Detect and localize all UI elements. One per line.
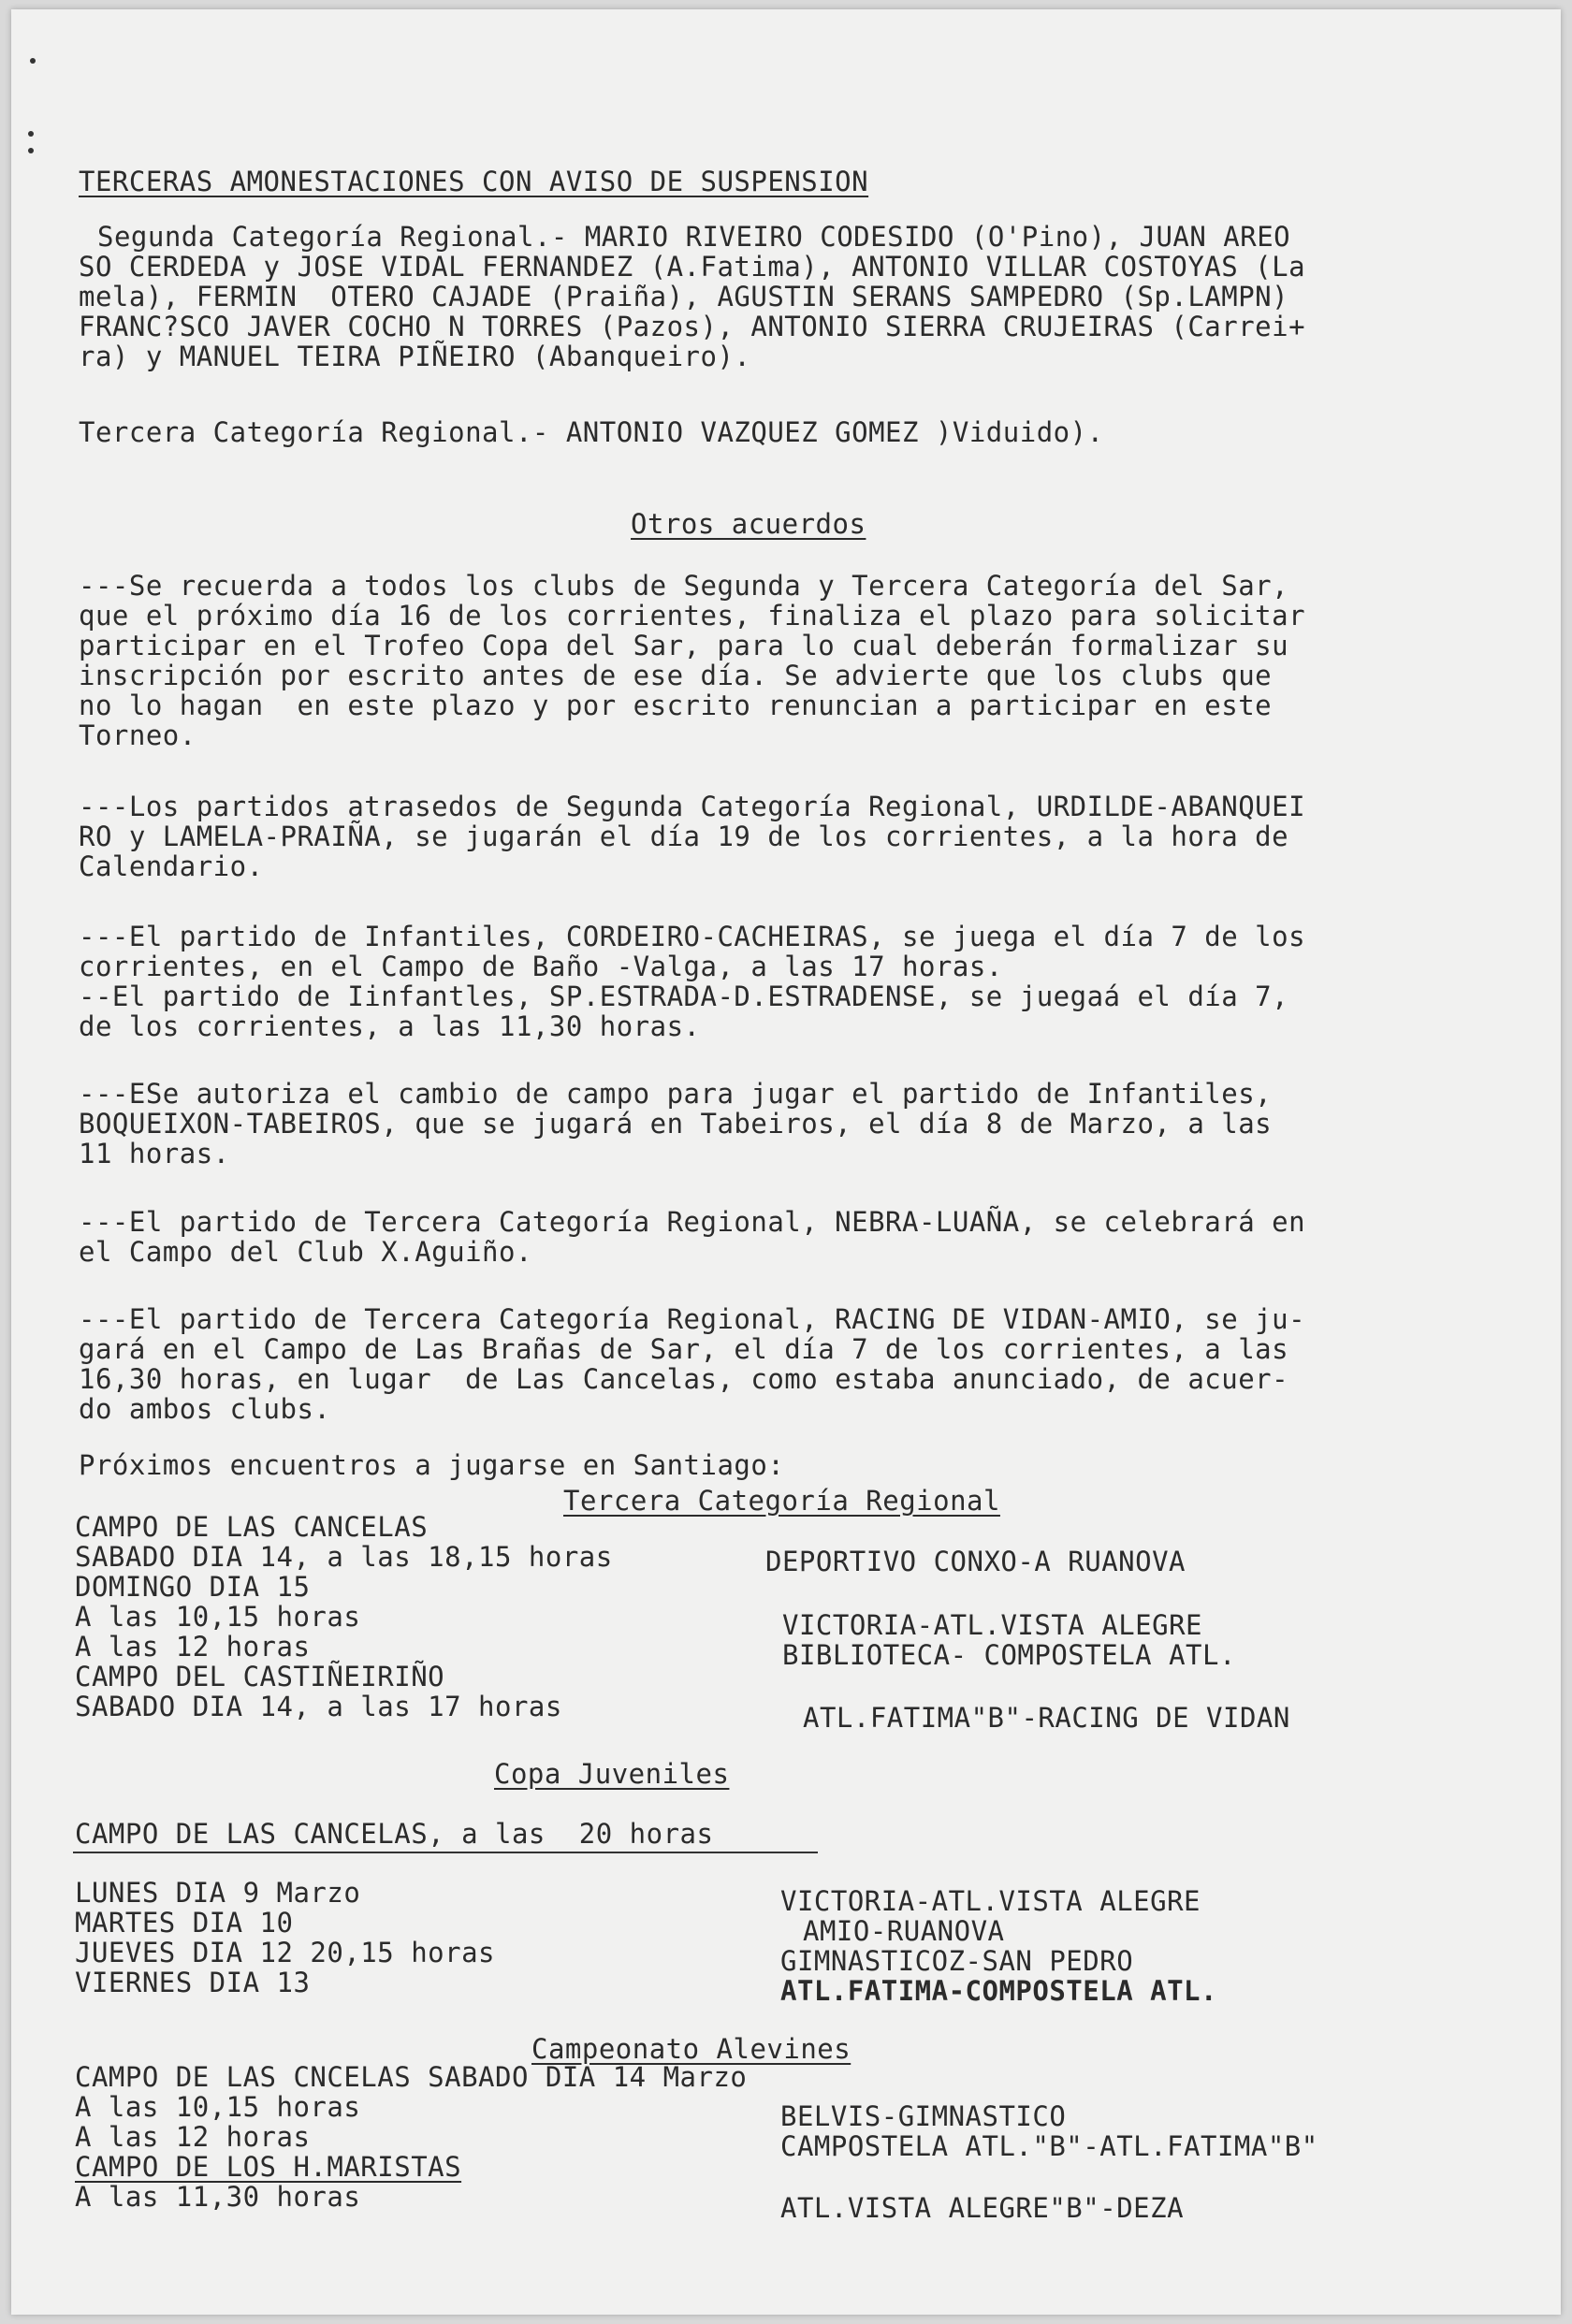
alevines-right-line: CAMPOSTELA ATL."B"-ATL.FATIMA"B": [780, 2130, 1318, 2162]
copa-left-line: MARTES DIA 10: [75, 1907, 294, 1939]
copa-left-line: LUNES DIA 9 Marzo: [75, 1877, 361, 1909]
paragraph-line: RO y LAMELA-PRAIÑA, se jugarán el día 19 de los corrientes, a la hora de: [79, 821, 1289, 852]
paragraph-line: participar en el Trofeo Copa del Sar, para lo cual deberán formalizar su: [79, 630, 1289, 661]
document-page: [11, 9, 1561, 2315]
otros-heading: Otros acuerdos: [631, 508, 866, 540]
alevines-left-line: CAMPO DE LAS CNCELAS SABADO DIA 14 Marzo: [75, 2061, 748, 2093]
paragraph-line: ---El partido de Tercera Categoría Regional, NEBRA-LUAÑA, se celebrará en: [79, 1206, 1306, 1238]
paragraph-line: el Campo del Club X.Aguiño.: [79, 1236, 532, 1268]
paragraph-line: ---ESe autoriza el cambio de campo para jugar el partido de Infantiles,: [79, 1078, 1273, 1110]
segunda-line: FRANC?SCO JAVER COCHO N TORRES (Pazos), ANTONIO SIERRA CRUJEIRAS (Carrei+: [79, 311, 1306, 342]
paragraph-line: --El partido de Iinfantles, SP.ESTRADA-D.ESTRADENSE, se juegaá el día 7,: [79, 980, 1289, 1012]
tercera-line: Tercera Categoría Regional.- ANTONIO VAZQUEZ GOMEZ )Viduido).: [79, 416, 1104, 448]
paragraph-line: Torneo.: [79, 719, 196, 751]
alevines-left-line: CAMPO DE LOS H.MARISTAS: [75, 2151, 462, 2183]
paragraph-line: BOQUEIXON-TABEIROS, que se jugará en Tabeiros, el día 8 de Marzo, a las: [79, 1108, 1273, 1140]
schedule-left-line: SABADO DIA 14, a las 17 horas: [75, 1691, 562, 1722]
paragraph-line: ---Se recuerda a todos los clubs de Segunda y Tercera Categoría del Sar,: [79, 570, 1289, 602]
schedule-left-line: CAMPO DE LAS CANCELAS: [75, 1511, 429, 1543]
paragraph-line: no lo hagan en este plazo y por escrito renuncian a participar en este: [79, 690, 1273, 721]
schedule-right-line: ATL.FATIMA"B"-RACING DE VIDAN: [803, 1702, 1290, 1734]
schedule-right-line: DEPORTIVO CONXO-A RUANOVA: [765, 1546, 1186, 1577]
punch-mark: [28, 131, 34, 137]
paragraph-line: ---El partido de Infantiles, CORDEIRO-CACHEIRAS, se juega el día 7 de los: [79, 921, 1306, 952]
alevines-left-line: A las 11,30 horas: [75, 2181, 361, 2213]
segunda-line: SO CERDEDA y JOSE VIDAL FERNANDEZ (A.Fatima), ANTONIO VILLAR COSTOYAS (La: [79, 251, 1306, 283]
segunda-line: Segunda Categoría Regional.- MARIO RIVEIRO CODESIDO (O'Pino), JUAN AREO: [97, 221, 1291, 253]
punch-mark: [28, 148, 34, 153]
copa-right-line: VICTORIA-ATL.VISTA ALEGRE: [780, 1885, 1201, 1917]
paragraph-line: 11 horas.: [79, 1138, 230, 1169]
schedule-right-line: BIBLIOTECA- COMPOSTELA ATL.: [782, 1639, 1236, 1671]
schedule-left-line: DOMINGO DIA 15: [75, 1571, 311, 1603]
copa-right-line: GIMNASTICOZ-SAN PEDRO: [780, 1945, 1134, 1977]
schedule-left-line: CAMPO DEL CASTIÑEIRIÑO: [75, 1661, 445, 1692]
alevines-left-line: A las 12 horas: [75, 2121, 311, 2153]
copa-heading: Copa Juveniles: [494, 1758, 730, 1790]
schedule-right-line: VICTORIA-ATL.VISTA ALEGRE: [782, 1609, 1202, 1641]
alevines-left-line: A las 10,15 horas: [75, 2091, 361, 2123]
section-heading: TERCERAS AMONESTACIONES CON AVISO DE SUSPENSION: [79, 166, 869, 197]
schedule-left-line: SABADO DIA 14, a las 18,15 horas: [75, 1541, 613, 1573]
copa-right-line: ATL.FATIMA-COMPOSTELA ATL.: [780, 1975, 1217, 2007]
copa-left-line: VIERNES DIA 13: [75, 1967, 311, 1998]
punch-mark: [30, 58, 36, 64]
copa-campo-line: CAMPO DE LAS CANCELAS, a las 20 horas: [75, 1818, 714, 1850]
copa-left-line: JUEVES DIA 12 20,15 horas: [75, 1937, 495, 1968]
alevines-right-line: ATL.VISTA ALEGRE"B"-DEZA: [780, 2192, 1185, 2224]
proximos-line: Próximos encuentros a jugarse en Santiago:: [79, 1449, 785, 1481]
segunda-line: ra) y MANUEL TEIRA PIÑEIRO (Abanqueiro).: [79, 341, 751, 372]
paragraph-line: corrientes, en el Campo de Baño -Valga, a las 17 horas.: [79, 951, 1003, 982]
alevines-heading: Campeonato Alevines: [531, 2033, 852, 2065]
schedule-left-line: A las 12 horas: [75, 1631, 311, 1663]
paragraph-line: de los corrientes, a las 11,30 horas.: [79, 1010, 701, 1042]
paragraph-line: 16,30 horas, en lugar de Las Cancelas, como estaba anunciado, de acuer-: [79, 1363, 1289, 1395]
paragraph-line: inscripción por escrito antes de ese día. Se advierte que los clubs que: [79, 660, 1273, 691]
paragraph-line: Calendario.: [79, 850, 264, 882]
paragraph-line: que el próximo día 16 de los corrientes, finaliza el plazo para solicitar: [79, 600, 1306, 632]
segunda-line: mela), FERMIN OTERO CAJADE (Praiña), AGUSTIN SERANS SAMPEDRO (Sp.LAMPN): [79, 281, 1289, 312]
paragraph-line: gará en el Campo de Las Brañas de Sar, el día 7 de los corrientes, a las: [79, 1333, 1289, 1365]
alevines-right-line: BELVIS-GIMNASTICO: [780, 2100, 1067, 2132]
paragraph-line: ---Los partidos atrasedos de Segunda Categoría Regional, URDILDE-ABANQUEI: [79, 791, 1306, 822]
paragraph-line: do ambos clubs.: [79, 1393, 331, 1425]
paragraph-line: ---El partido de Tercera Categoría Regional, RACING DE VIDAN-AMIO, se ju-: [79, 1303, 1306, 1335]
schedule-left-line: A las 10,15 horas: [75, 1601, 361, 1633]
underline-rule: [73, 1852, 818, 1853]
copa-right-line: AMIO-RUANOVA: [803, 1915, 1005, 1947]
tercera-schedule-heading: Tercera Categoría Regional: [563, 1485, 1000, 1517]
